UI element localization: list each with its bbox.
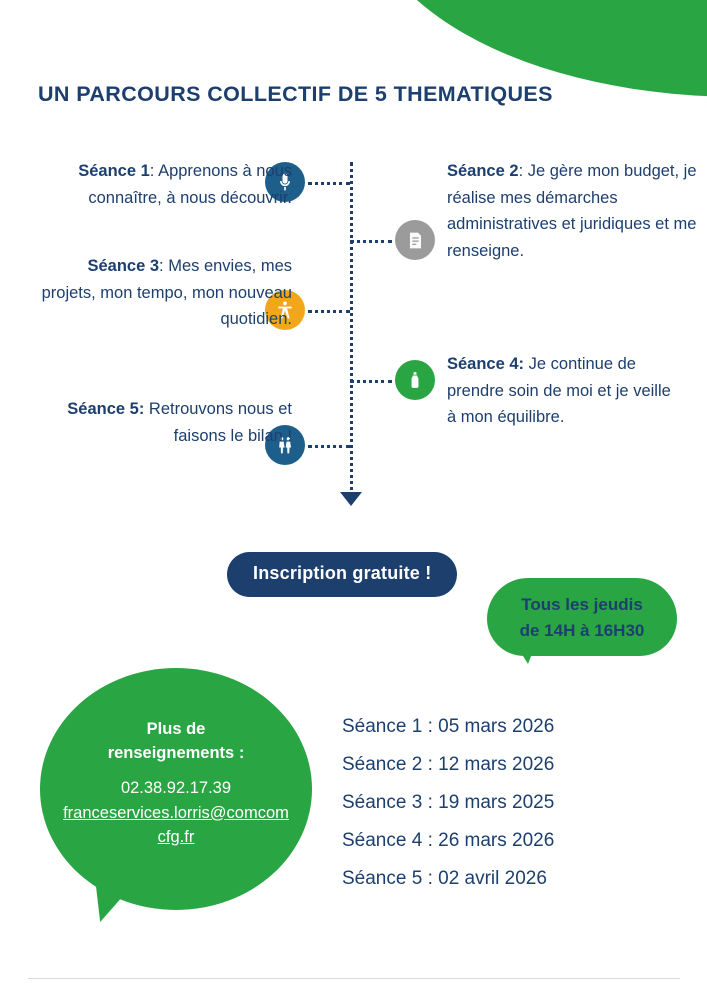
session-5-label: Séance 5:	[67, 400, 145, 418]
schedule-text	[487, 592, 677, 645]
schedule-line-1: Tous les jeudis	[521, 595, 643, 614]
session-4-body: Je continue de prendre soin de moi et je veille à mon équilibre.	[447, 355, 671, 427]
timeline	[0, 148, 707, 518]
contact-email-link[interactable]: franceservices.lorris@comcomcfg.fr	[63, 803, 289, 847]
contact-phone[interactable]: 02.38.92.17.39	[120, 778, 232, 797]
date-item-1: Séance 1 : 05 mars 2026	[342, 716, 555, 737]
session-1-text	[20, 158, 292, 211]
connector-5	[308, 445, 350, 448]
schedule-line-2: de 14H à 16H30	[519, 621, 645, 641]
session-1-sep: :	[149, 162, 159, 180]
timeline-spine	[350, 162, 353, 498]
session-3-body: Mes envies, mes projets, mon tempo, mon nouveau quotidien.	[41, 257, 292, 329]
contact-title	[52, 718, 300, 766]
timeline-arrow-icon	[340, 492, 362, 506]
date-item-4: Séance 4 : 26 mars 2026	[342, 830, 555, 851]
date-item-3: Séance 3 : 19 mars 2025	[342, 792, 555, 813]
connector-4	[350, 380, 392, 383]
session-1-body: Apprenons à nous connaître, à nous découvrir.	[88, 162, 292, 207]
contact-title-line-1: Plus de	[146, 720, 206, 738]
session-3-sep: :	[159, 257, 169, 275]
contact-content	[52, 718, 300, 850]
session-4-label: Séance 4:	[447, 355, 525, 373]
session-2-text	[447, 158, 697, 265]
session-5-text	[40, 396, 292, 449]
inscription-badge: Inscription gratuite !	[227, 552, 457, 597]
session-3-label: Séance 3	[87, 257, 160, 275]
session-1-label: Séance 1	[78, 162, 150, 180]
session-2-body: Je gère mon budget, je réalise mes démarches administratives et juridiques et me renseigne.	[447, 162, 697, 261]
contact-title-line-2: renseignements :	[107, 743, 245, 762]
document-icon	[395, 220, 435, 260]
session-2-label: Séance 2	[447, 162, 519, 180]
session-4-text	[447, 351, 677, 431]
bottle-icon	[395, 360, 435, 400]
connector-3	[308, 310, 350, 313]
session-3-text	[40, 253, 292, 333]
dates-list	[342, 708, 554, 898]
session-2-sep: :	[518, 162, 528, 180]
session-5-body: Retrouvons nous et faisons le bilan !	[148, 400, 292, 445]
connector-2	[350, 240, 392, 243]
date-item-5: Séance 5 : 02 avril 2026	[342, 868, 547, 889]
footer-divider	[28, 978, 680, 979]
page-title: UN PARCOURS COLLECTIF DE 5 THEMATIQUES	[38, 82, 553, 106]
connector-1	[308, 182, 350, 185]
date-item-2: Séance 2 : 12 mars 2026	[342, 754, 555, 775]
